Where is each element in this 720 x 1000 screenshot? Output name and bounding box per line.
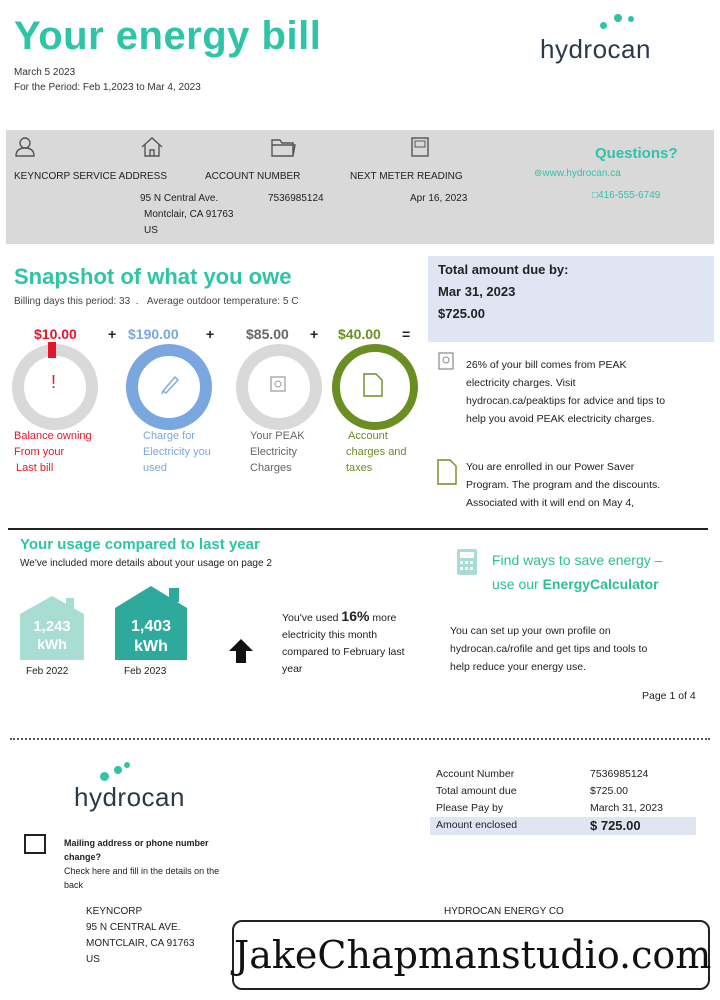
bill-title: Your energy bill [14, 14, 322, 58]
curr-value: 1,403 [130, 618, 172, 635]
amount-account: $40.00 [338, 326, 381, 342]
balance-label: Balance owning From your Last bill [14, 430, 92, 474]
account-number-label: ACCOUNT NUMBER [205, 171, 301, 182]
plus-operator: + [206, 326, 215, 342]
usage-compare-text: You've used 16% more electricity this month compared to February last year [282, 608, 405, 675]
user-icon [14, 136, 36, 158]
billing-info: Billing days this period: 33 . Average outdoor temperature: 5 C [14, 296, 299, 307]
page-number: Page 1 of 4 [642, 690, 696, 702]
due-date: Mar 31, 2023 [438, 284, 516, 299]
snapshot-title: Snapshot of what you owe [14, 264, 292, 289]
equals-operator: = [402, 326, 411, 342]
save-title-line1: Find ways to save energy – [492, 552, 663, 568]
stub-logo [70, 760, 230, 810]
calculator-icon [456, 548, 478, 576]
arrow-up-icon [228, 638, 254, 664]
address-line1: 95 N Central Ave. [140, 193, 219, 204]
energy-calculator-link[interactable]: use our EnergyCalculator [492, 576, 659, 592]
amount-electricity: $190.00 [128, 326, 179, 342]
plus-operator: + [310, 326, 319, 342]
mailing-change-text: Mailing address or phone number change? Check here and fill in the details on the back [64, 838, 220, 890]
address-line3: US [144, 225, 158, 236]
watermark: JakeChapmanstudio.com [232, 920, 710, 990]
amount-enclosed-value: $ 725.00 [590, 818, 641, 833]
home-icon [140, 136, 164, 158]
peak-label: Your PEAK Electricity Charges [250, 430, 305, 474]
alert-icon: ! [51, 372, 57, 392]
usage-subtitle: We've included more details about your usage on page 2 [20, 558, 272, 569]
hydrocan-logo [530, 10, 690, 70]
stub-logo-text: hydrocan [74, 782, 185, 812]
document-icon [362, 372, 384, 398]
usage-title: Your usage compared to last year [20, 536, 260, 553]
due-label: Total amount due by: [438, 262, 569, 277]
due-amount: $725.00 [438, 306, 485, 321]
logo-text: hydrocan [540, 34, 651, 64]
curr-label: Feb 2023 [124, 666, 167, 677]
amount-peak: $85.00 [246, 326, 289, 342]
bill-period: For the Period: Feb 1,2023 to Mar 4, 2023 [14, 82, 201, 93]
amount-balance: $10.00 [34, 326, 77, 342]
account-number: 7536985124 [268, 193, 324, 204]
prev-value: 1,243 [33, 618, 71, 635]
saver-text: You are enrolled in our Power Saver Program. The program and the discounts. Associated with it will end on May 4, [466, 461, 661, 509]
amount-enclosed-label: Amount enclosed [436, 819, 518, 831]
meter-icon [410, 136, 430, 158]
questions-label: Questions? [595, 145, 678, 162]
prev-unit: kWh [37, 636, 67, 652]
folder-icon [270, 136, 296, 158]
prev-label: Feb 2022 [26, 666, 69, 677]
stub-address: KEYNCORP 95 N CENTRAL AVE. MONTCLAIR, CA 91763 US [86, 906, 195, 965]
pen-icon [159, 373, 181, 395]
phone-icon: □ [592, 190, 599, 201]
service-address-label: KEYNCORP SERVICE ADDRESS [14, 171, 168, 182]
payee-name: HYDROCAN ENERGY CO [444, 906, 564, 917]
curr-unit: kWh [134, 638, 168, 655]
next-meter-date: Apr 16, 2023 [410, 193, 468, 204]
tear-line [10, 738, 710, 740]
account-label: Account charges and taxes [346, 430, 407, 474]
address-line2: Montclair, CA 91763 [144, 209, 234, 220]
stub-values: 7536985124 $725.00 March 31, 2023 [590, 768, 663, 814]
peak-tip-text: 26% of your bill comes from PEAK electricity charges. Visit hydrocan.ca/peaktips for advice and tips to help you avoid PEAK electricity charges. [466, 359, 666, 425]
save-text: You can set up your own profile on hydrocan.ca/rofile and get tips and tools to help reduce your energy use. [450, 625, 648, 673]
mailing-change-checkbox[interactable] [24, 834, 46, 854]
divider [8, 528, 708, 530]
plus-operator: + [108, 326, 117, 342]
stub-labels: Account Number Total amount due Please Pay by [436, 768, 517, 814]
next-meter-label: NEXT METER READING [350, 171, 463, 182]
peak-tip-icon [438, 352, 454, 370]
website-link[interactable]: ⊚www.hydrocan.ca [534, 168, 621, 179]
saver-doc-icon [436, 458, 458, 486]
bill-date: March 5 2023 [14, 67, 76, 78]
electricity-label: Charge for Electricity you used [143, 430, 211, 474]
balance-ring-fill [48, 342, 56, 358]
peak-icon [269, 375, 287, 393]
globe-icon: ⊚ [534, 168, 543, 179]
phone-link[interactable]: □416-555-6749 [592, 190, 661, 201]
